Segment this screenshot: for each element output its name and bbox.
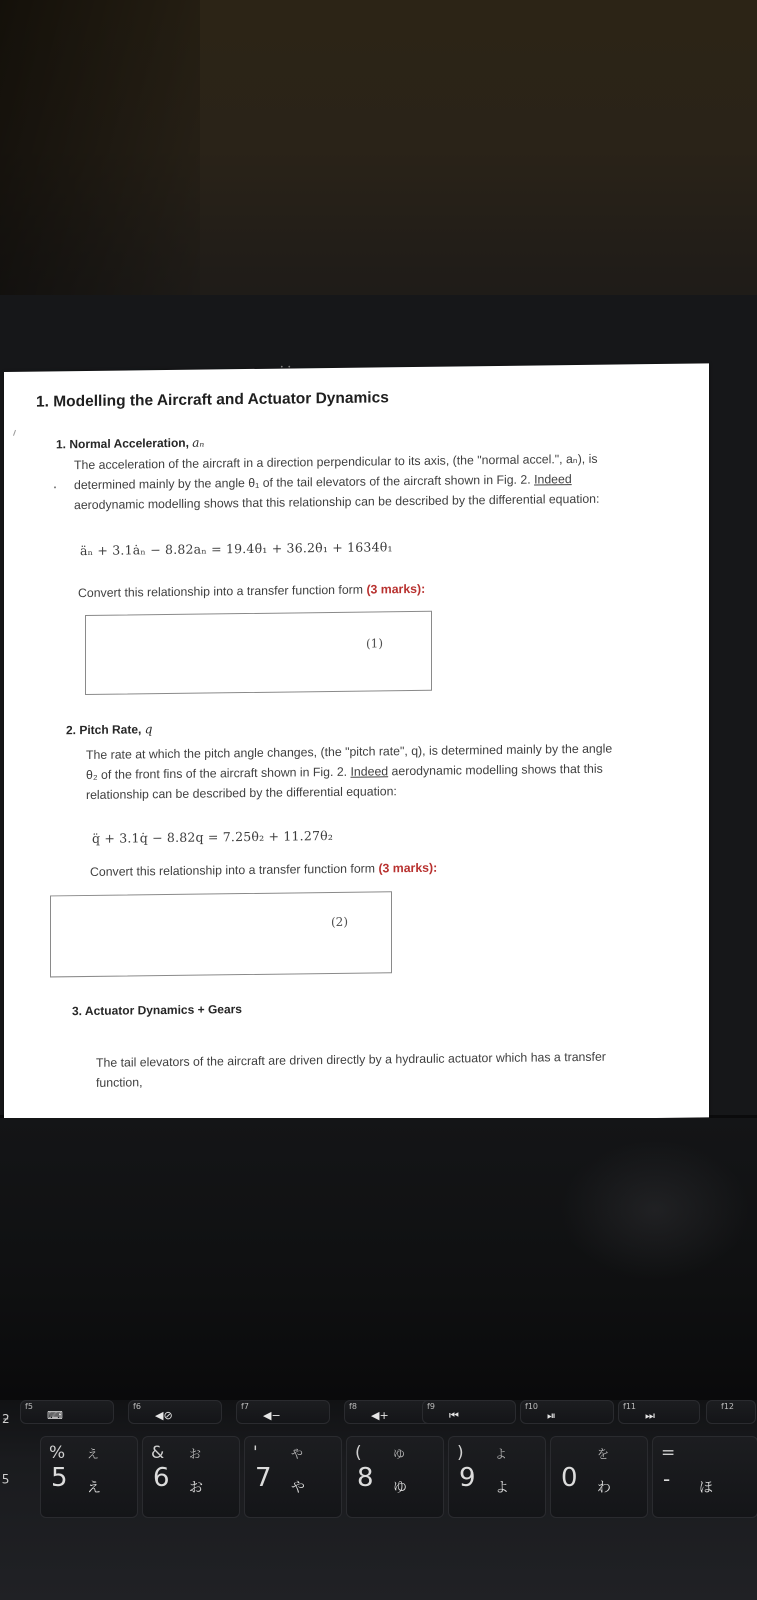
- key-f8-label: f8: [349, 1402, 357, 1411]
- edge-glyph-left-top: ƻ: [2, 1412, 10, 1426]
- section1-line3: aerodynamic modelling shows that this relationship can be described by the differential equation:: [74, 491, 600, 513]
- section2-convert-text: Convert this relationship into a transfer function form: [90, 861, 379, 879]
- section1-line2-text: determined mainly by the angle θ₁ of the tail elevators of the aircraft shown in Fig. 2.: [74, 472, 535, 493]
- section2-convert-instruction: [90, 861, 437, 879]
- section2-title: [66, 722, 152, 737]
- section2-line3: relationship can be described by the differential equation:: [86, 784, 397, 802]
- section2-title-variable: q: [144, 722, 153, 737]
- key-0-main: 0: [561, 1463, 578, 1493]
- key-f7[interactable]: [236, 1400, 330, 1424]
- key-f9[interactable]: [422, 1400, 516, 1424]
- section1-title-variable: aₙ: [192, 435, 205, 450]
- section1-title: [56, 436, 204, 452]
- section1-equation: äₙ + 3.1ȧₙ − 8.82aₙ = 19.4θ̈₁ + 36.2θ̇₁ + 1634θ₁: [80, 539, 393, 559]
- section2-marks: (3 marks):: [378, 860, 438, 876]
- section1-convert-instruction: [78, 582, 425, 600]
- document-heading: 1. Modelling the Aircraft and Actuator Dynamics: [36, 389, 389, 411]
- section2-title-text: 2. Pitch Rate,: [66, 722, 145, 738]
- key-8-kana-shift: ゆ: [393, 1447, 406, 1461]
- previous-track-icon: ⏮: [449, 1409, 459, 1422]
- section2-line2-text: θ₂ of the front fins of the aircraft shown in Fig. 2.: [86, 764, 351, 782]
- key-8-main: 8: [357, 1463, 374, 1493]
- key-f11[interactable]: [618, 1400, 700, 1424]
- key-minus-kana: ほ: [699, 1480, 713, 1496]
- key-f6[interactable]: [128, 1400, 222, 1424]
- section3-paragraph: [96, 1047, 606, 1093]
- document-page: [4, 363, 709, 1126]
- section2-equation: q̈ + 3.1q̇ − 8.82q = 7.25θ̇₂ + 11.27θ₂: [92, 827, 334, 846]
- answer-box-2[interactable]: [50, 891, 392, 977]
- play-pause-icon: ⏯: [547, 1409, 556, 1422]
- key-0[interactable]: [550, 1436, 648, 1518]
- key-minus-shift: =: [661, 1443, 676, 1463]
- window-dots: [280, 364, 294, 366]
- key-f11-label: f11: [623, 1402, 636, 1411]
- section1-line1: The acceleration of the aircraft in a direction perpendicular to its axis, (the "normal accel.", aₙ), is: [74, 451, 598, 473]
- stray-mark: [13, 430, 16, 436]
- key-0-kana: わ: [597, 1480, 611, 1496]
- section1-title-text: 1. Normal Acceleration,: [56, 435, 193, 452]
- keyboard-backlight-icon: ⌨: [47, 1409, 63, 1422]
- key-7-kana-shift: や: [291, 1447, 304, 1461]
- volume-up-icon: ◀+: [371, 1409, 389, 1422]
- key-8[interactable]: [346, 1436, 444, 1518]
- key-9-kana-shift: よ: [495, 1447, 508, 1461]
- key-5[interactable]: [40, 1436, 138, 1518]
- key-6[interactable]: [142, 1436, 240, 1518]
- key-5-shift: %: [49, 1443, 66, 1463]
- key-7[interactable]: [244, 1436, 342, 1518]
- key-9-main: 9: [459, 1463, 476, 1493]
- mute-icon: ◀⊘: [155, 1409, 173, 1422]
- section3-line2: function,: [96, 1075, 143, 1090]
- key-8-kana: ゆ: [393, 1480, 407, 1496]
- section3-line1: The tail elevators of the aircraft are driven directly by a hydraulic actuator which has a transfer: [96, 1049, 606, 1070]
- key-minus[interactable]: [652, 1436, 757, 1518]
- key-f5-label: f5: [25, 1402, 33, 1411]
- section1-indeed-link: Indeed: [534, 472, 572, 487]
- key-7-shift: ': [253, 1443, 258, 1463]
- key-f9-label: f9: [427, 1402, 435, 1411]
- key-f10[interactable]: [520, 1400, 614, 1424]
- key-6-kana-shift: お: [189, 1447, 202, 1461]
- key-6-main: 6: [153, 1463, 170, 1493]
- answer-box-2-number: (2): [331, 914, 348, 930]
- key-f7-label: f7: [241, 1402, 249, 1411]
- answer-box-1-number: (1): [366, 636, 383, 651]
- section2-paragraph: [86, 739, 612, 805]
- next-track-icon: ⏭: [645, 1409, 655, 1422]
- screen-glare: [560, 1140, 750, 1280]
- key-8-shift: (: [355, 1443, 362, 1463]
- key-5-kana-shift: え: [87, 1447, 100, 1461]
- section2-line1: The rate at which the pitch angle changes, (the "pitch rate", q), is determined mainly by the angle: [86, 741, 613, 762]
- key-7-kana: や: [291, 1480, 305, 1496]
- key-9-shift: ): [457, 1443, 464, 1463]
- key-6-shift: &: [151, 1443, 165, 1463]
- section1-marks: (3 marks):: [366, 581, 426, 597]
- key-5-main: 5: [51, 1463, 68, 1493]
- section2-indeed-link: Indeed: [350, 764, 389, 779]
- volume-down-icon: ◀−: [263, 1409, 281, 1422]
- key-6-kana: お: [189, 1480, 203, 1496]
- stray-dot: [54, 486, 56, 488]
- section2-line2-rest: aerodynamic modelling shows that this: [388, 761, 603, 779]
- key-9[interactable]: [448, 1436, 546, 1518]
- section1-convert-text: Convert this relationship into a transfer function form: [78, 582, 367, 601]
- key-5-kana: え: [87, 1480, 101, 1496]
- section3-title: 3. Actuator Dynamics + Gears: [72, 1002, 242, 1019]
- key-f6-label: f6: [133, 1402, 141, 1411]
- section1-paragraph: [74, 449, 599, 515]
- key-7-main: 7: [255, 1463, 272, 1493]
- key-f12-label: f12: [721, 1402, 734, 1411]
- key-f5[interactable]: [20, 1400, 114, 1424]
- answer-box-1[interactable]: [85, 611, 432, 695]
- key-minus-main: -: [663, 1467, 671, 1491]
- key-9-kana: よ: [495, 1480, 509, 1496]
- key-f10-label: f10: [525, 1402, 538, 1411]
- key-f12[interactable]: [706, 1400, 756, 1424]
- keyboard: [0, 1400, 757, 1600]
- key-0-kana-shift: を: [597, 1447, 610, 1461]
- edge-glyph-left-bottom: ƽ: [2, 1470, 9, 1484]
